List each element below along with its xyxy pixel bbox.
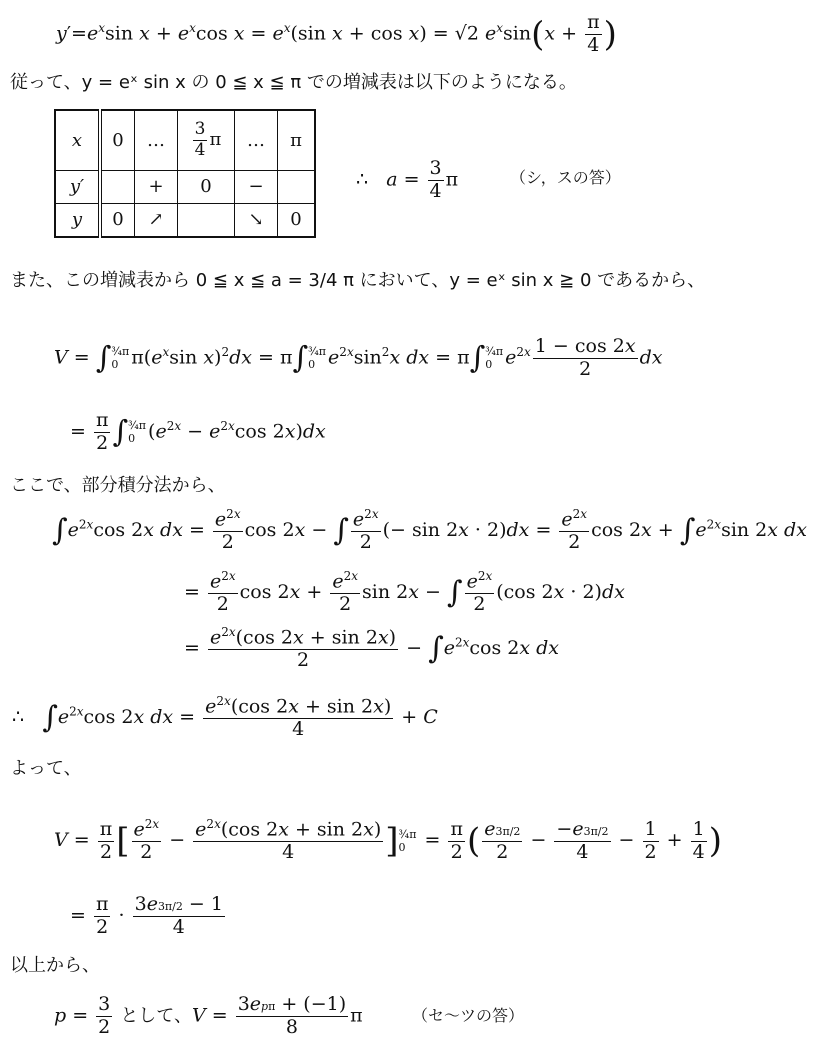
table-cell: 0	[100, 203, 135, 237]
parts-result: ∴ $\int e^{2x}\cos$ 2x dx = $\frac{e^{2x}(\cos 2x + \sin 2x)}{4}$ + C	[12, 694, 438, 741]
increase-decrease-table	[54, 109, 316, 238]
table-cell: …	[235, 110, 278, 170]
table-cell: …	[135, 110, 178, 170]
table-header-y: y	[55, 203, 100, 237]
table-cell	[278, 170, 316, 203]
table-cell: ↘	[235, 203, 278, 237]
parts-intro: ここで、部分積分法から、	[10, 475, 226, 496]
derivative-equation: $y'=e^x\sin$ $x + e^x\cos$ $x = e^x(\sin$ x + cos x) = √2 $e^x\sin(x$ + $\frac{\pi}{4}$ )	[56, 11, 617, 56]
final-answer-note: （セ〜ツの答）	[412, 1006, 525, 1025]
table-cell: ↗	[135, 203, 178, 237]
table-cell: π	[278, 110, 316, 170]
table-cell: $\frac{3}{4}$ π	[178, 110, 235, 170]
table-cell: +	[135, 170, 178, 203]
table-header-x: x	[55, 110, 100, 170]
parts-line-2: = $\frac{e^{2x}}{2}$ cos 2x + $\frac{e^{2x}}{2}$ sin 2x − ∫ $\frac{e^{2x}}{2}$ (cos 2x · 2)dx	[184, 569, 625, 616]
parts-line-1: $\int e^{2x}\cos$ 2x dx = $\frac{e^{2x}}{2}$ cos 2x − ∫ $\frac{e^{2x}}{2}$ (− sin 2x · 2)dx = $\frac{e^{2x}}{2}$ $\cos 2x + \int e^{2x}\sin$ 2x dx	[52, 507, 807, 554]
parts-line-3: = $\frac{e^{2x}(\cos 2x + \sin 2x)}{2}$ − $\int e^{2x}\cos$ 2x dx	[184, 625, 559, 672]
table-cell	[178, 203, 235, 237]
volume-intro: また、この増減表から 0 ≦ x ≦ a = 3/4 π において、y = eˣ sin x ≧ 0 であるから、	[10, 270, 706, 291]
volume-evaluation-line-2: = $\frac{\pi}{2}$ · $\frac{3e3\pi/2 - 1}{4}$	[70, 893, 223, 938]
table-cell: 0	[178, 170, 235, 203]
conclusion-text: 以上から、	[10, 955, 100, 976]
thus-text: よって、	[10, 758, 82, 779]
therefore-mark: ∴	[12, 706, 25, 729]
volume-evaluation-line-1: V = $\frac{\pi}{2}$ [ $\frac{e^{2x}}{2}$ − $\frac{e^{2x}(\cos 2x + \sin 2x)}{4}$ ] ¾π 0 = $\frac{\pi}{2}$ ( $\frac{e3\pi/2}{2}$ − $\frac{-e3\pi/2}{4}$ − $\frac{1}{2}$ + $\frac{1}{4}$ )	[54, 817, 722, 864]
table-cell: 0	[100, 110, 135, 170]
table-header-dy: y′	[55, 170, 100, 203]
volume-integral-line-1: V = ∫ ¾π 0 $\pi(e^x\sin$ x)$^2$dx = π∫ ¾π 0 $e^{2x}\sin^2x$ dx = π∫ ¾π 0 $e^{2x}$ $\frac{1 - \cos 2x}{2}$ dx	[54, 335, 663, 380]
intro-text: 従って、y = eˣ sin x の 0 ≦ x ≦ π での増減表は以下のようになる。	[10, 72, 577, 93]
table-cell	[100, 170, 135, 203]
table-cell: −	[235, 170, 278, 203]
a-answer-note: （シ，スの答）	[510, 168, 621, 187]
final-answer: p = $\frac{3}{2}$ として、V = 3epπ + (−1) 8 π	[54, 993, 363, 1038]
table-cell: 0	[278, 203, 316, 237]
volume-integral-line-2: = $\frac{\pi}{2}$ ∫ ¾π 0 ($e^{2x} - e^{2x}\cos$ 2x)dx	[70, 409, 326, 454]
a-result: ∴ a = $\frac{3}{4}$ π	[356, 157, 459, 202]
